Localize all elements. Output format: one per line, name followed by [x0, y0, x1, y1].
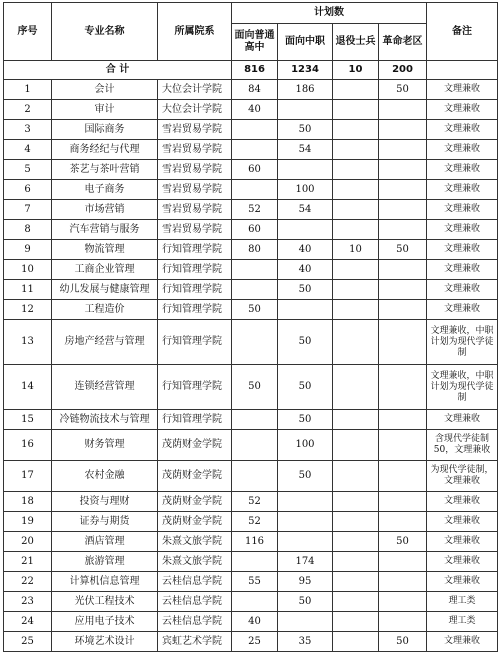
row-major: 汽车营销与服务	[52, 220, 158, 240]
row-veterans	[333, 80, 379, 100]
row-veterans	[333, 532, 379, 552]
row-college: 茂荫财金学院	[158, 461, 232, 492]
table-row	[4, 240, 498, 260]
row-general-hs	[232, 410, 278, 430]
row-index: 8	[4, 220, 52, 240]
row-vocational: 50	[278, 410, 333, 430]
row-index: 7	[4, 200, 52, 220]
row-index: 25	[4, 632, 52, 652]
row-general-hs	[232, 260, 278, 280]
row-index: 20	[4, 532, 52, 552]
row-veterans	[333, 572, 379, 592]
header-veterans: 退役士兵	[333, 24, 379, 61]
row-old-revolutionary	[379, 220, 427, 240]
total-veterans: 10	[333, 61, 379, 80]
row-old-revolutionary: 50	[379, 632, 427, 652]
row-veterans	[333, 200, 379, 220]
row-college: 行知管理学院	[158, 240, 232, 260]
row-college: 雪岩贸易学院	[158, 200, 232, 220]
row-vocational	[278, 100, 333, 120]
row-vocational: 40	[278, 260, 333, 280]
row-general-hs	[232, 461, 278, 492]
header-vocational: 面向中职	[278, 24, 333, 61]
row-veterans	[333, 120, 379, 140]
row-old-revolutionary	[379, 140, 427, 160]
row-note: 文理兼收	[427, 180, 498, 200]
row-vocational: 50	[278, 280, 333, 300]
row-college: 行知管理学院	[158, 410, 232, 430]
enrollment-plan-table	[3, 2, 498, 652]
table-row	[4, 461, 498, 492]
row-veterans	[333, 100, 379, 120]
row-note: 文理兼收	[427, 200, 498, 220]
row-general-hs	[232, 592, 278, 612]
row-old-revolutionary	[379, 260, 427, 280]
row-major: 应用电子技术	[52, 612, 158, 632]
table-row	[4, 140, 498, 160]
row-general-hs: 40	[232, 100, 278, 120]
table-row	[4, 280, 498, 300]
row-index: 14	[4, 365, 52, 410]
row-old-revolutionary	[379, 410, 427, 430]
row-veterans	[333, 180, 379, 200]
total-row	[4, 61, 498, 80]
row-major: 市场营销	[52, 200, 158, 220]
row-major: 会计	[52, 80, 158, 100]
header-general-hs: 面向普通高中	[232, 24, 278, 61]
row-vocational: 50	[278, 320, 333, 365]
row-old-revolutionary	[379, 572, 427, 592]
row-college: 宾虹艺术学院	[158, 632, 232, 652]
row-index: 19	[4, 512, 52, 532]
row-old-revolutionary	[379, 200, 427, 220]
row-index: 6	[4, 180, 52, 200]
row-college: 雪岩贸易学院	[158, 220, 232, 240]
row-veterans	[333, 461, 379, 492]
row-college: 行知管理学院	[158, 365, 232, 410]
row-major: 光伏工程技术	[52, 592, 158, 612]
row-veterans	[333, 552, 379, 572]
row-note: 文理兼收	[427, 220, 498, 240]
row-index: 16	[4, 430, 52, 461]
row-veterans	[333, 430, 379, 461]
row-veterans	[333, 260, 379, 280]
row-old-revolutionary	[379, 430, 427, 461]
row-note: 文理兼收	[427, 120, 498, 140]
row-old-revolutionary	[379, 592, 427, 612]
row-index: 1	[4, 80, 52, 100]
row-major: 房地产经营与管理	[52, 320, 158, 365]
table-row	[4, 492, 498, 512]
row-veterans	[333, 612, 379, 632]
table-row	[4, 572, 498, 592]
row-index: 17	[4, 461, 52, 492]
row-general-hs	[232, 552, 278, 572]
row-major: 幼儿发展与健康管理	[52, 280, 158, 300]
row-major: 工程造价	[52, 300, 158, 320]
row-old-revolutionary	[379, 492, 427, 512]
row-vocational: 50	[278, 120, 333, 140]
row-old-revolutionary	[379, 160, 427, 180]
header-old-revolutionary: 革命老区	[379, 24, 427, 61]
row-note: 文理兼收，中职计划为现代学徒制	[427, 365, 498, 410]
row-note: 理工类	[427, 592, 498, 612]
row-major: 电子商务	[52, 180, 158, 200]
row-college: 行知管理学院	[158, 280, 232, 300]
row-note: 为现代学徒制，文理兼收	[427, 461, 498, 492]
row-general-hs	[232, 280, 278, 300]
table-row	[4, 220, 498, 240]
table-row	[4, 592, 498, 612]
row-index: 23	[4, 592, 52, 612]
row-vocational: 186	[278, 80, 333, 100]
row-general-hs: 50	[232, 365, 278, 410]
row-vocational: 95	[278, 572, 333, 592]
row-note: 文理兼收	[427, 572, 498, 592]
row-veterans	[333, 300, 379, 320]
row-old-revolutionary	[379, 100, 427, 120]
row-major: 投资与理财	[52, 492, 158, 512]
row-index: 11	[4, 280, 52, 300]
row-general-hs: 40	[232, 612, 278, 632]
row-vocational: 100	[278, 430, 333, 461]
row-index: 13	[4, 320, 52, 365]
table-row	[4, 120, 498, 140]
row-index: 24	[4, 612, 52, 632]
header-college: 所属院系	[158, 3, 232, 61]
row-college: 朱熹文旅学院	[158, 532, 232, 552]
row-veterans: 10	[333, 240, 379, 260]
table-row	[4, 80, 498, 100]
row-major: 计算机信息管理	[52, 572, 158, 592]
row-college: 云桂信息学院	[158, 572, 232, 592]
row-index: 18	[4, 492, 52, 512]
row-vocational	[278, 512, 333, 532]
row-major: 连锁经营管理	[52, 365, 158, 410]
row-vocational: 35	[278, 632, 333, 652]
row-index: 2	[4, 100, 52, 120]
row-old-revolutionary: 50	[379, 532, 427, 552]
row-old-revolutionary	[379, 120, 427, 140]
row-index: 10	[4, 260, 52, 280]
row-note: 文理兼收	[427, 240, 498, 260]
row-note: 文理兼收	[427, 100, 498, 120]
row-vocational	[278, 532, 333, 552]
row-general-hs: 52	[232, 200, 278, 220]
header-plan: 计划数	[232, 3, 427, 24]
row-vocational	[278, 492, 333, 512]
row-veterans	[333, 492, 379, 512]
row-general-hs: 25	[232, 632, 278, 652]
row-general-hs: 52	[232, 492, 278, 512]
row-college: 行知管理学院	[158, 300, 232, 320]
row-old-revolutionary	[379, 320, 427, 365]
row-veterans	[333, 512, 379, 532]
header-note: 备注	[427, 3, 498, 61]
row-veterans	[333, 365, 379, 410]
row-note: 文理兼收	[427, 140, 498, 160]
row-college: 大位会计学院	[158, 100, 232, 120]
row-note: 理工类	[427, 612, 498, 632]
row-old-revolutionary: 50	[379, 240, 427, 260]
total-old-revolutionary: 200	[379, 61, 427, 80]
row-major: 国际商务	[52, 120, 158, 140]
row-note: 文理兼收	[427, 300, 498, 320]
row-general-hs	[232, 430, 278, 461]
row-general-hs: 60	[232, 160, 278, 180]
row-college: 行知管理学院	[158, 260, 232, 280]
table-row	[4, 552, 498, 572]
row-vocational	[278, 160, 333, 180]
table-row	[4, 300, 498, 320]
row-college: 朱熹文旅学院	[158, 552, 232, 572]
row-college: 雪岩贸易学院	[158, 160, 232, 180]
row-veterans	[333, 280, 379, 300]
table-row	[4, 200, 498, 220]
row-college: 行知管理学院	[158, 320, 232, 365]
row-note: 文理兼收	[427, 512, 498, 532]
row-note: 文理兼收	[427, 410, 498, 430]
row-index: 22	[4, 572, 52, 592]
row-veterans	[333, 160, 379, 180]
row-major: 冷链物流技术与管理	[52, 410, 158, 430]
table-row	[4, 365, 498, 410]
row-note: 文理兼收	[427, 552, 498, 572]
header-row-1	[4, 3, 498, 24]
row-general-hs: 60	[232, 220, 278, 240]
row-vocational: 54	[278, 200, 333, 220]
row-index: 3	[4, 120, 52, 140]
row-major: 酒店管理	[52, 532, 158, 552]
row-major: 茶艺与茶叶营销	[52, 160, 158, 180]
row-college: 云桂信息学院	[158, 592, 232, 612]
row-general-hs: 50	[232, 300, 278, 320]
total-general-hs: 816	[232, 61, 278, 80]
row-vocational: 50	[278, 461, 333, 492]
table-row	[4, 512, 498, 532]
row-general-hs: 52	[232, 512, 278, 532]
total-label: 合 计	[4, 61, 232, 80]
row-college: 雪岩贸易学院	[158, 140, 232, 160]
row-index: 4	[4, 140, 52, 160]
row-old-revolutionary	[379, 552, 427, 572]
row-college: 大位会计学院	[158, 80, 232, 100]
row-index: 9	[4, 240, 52, 260]
row-veterans	[333, 140, 379, 160]
row-veterans	[333, 632, 379, 652]
row-note: 文理兼收	[427, 260, 498, 280]
row-note: 文理兼收，中职计划为现代学徒制	[427, 320, 498, 365]
row-old-revolutionary	[379, 612, 427, 632]
row-index: 15	[4, 410, 52, 430]
row-major: 物流管理	[52, 240, 158, 260]
row-old-revolutionary: 50	[379, 80, 427, 100]
row-veterans	[333, 220, 379, 240]
row-note: 文理兼收	[427, 532, 498, 552]
row-general-hs	[232, 120, 278, 140]
row-vocational: 50	[278, 365, 333, 410]
row-veterans	[333, 320, 379, 365]
row-old-revolutionary	[379, 300, 427, 320]
table-row	[4, 180, 498, 200]
row-general-hs: 84	[232, 80, 278, 100]
row-old-revolutionary	[379, 512, 427, 532]
row-note: 含现代学徒制50，文理兼收	[427, 430, 498, 461]
table-row	[4, 320, 498, 365]
row-old-revolutionary	[379, 365, 427, 410]
table-row	[4, 430, 498, 461]
row-major: 审计	[52, 100, 158, 120]
table-row	[4, 160, 498, 180]
row-major: 商务经纪与代理	[52, 140, 158, 160]
row-college: 茂荫财金学院	[158, 492, 232, 512]
row-major: 农村金融	[52, 461, 158, 492]
table-row	[4, 632, 498, 652]
row-vocational: 174	[278, 552, 333, 572]
table-row	[4, 532, 498, 552]
row-vocational: 50	[278, 592, 333, 612]
row-major: 证券与期货	[52, 512, 158, 532]
row-college: 茂荫财金学院	[158, 512, 232, 532]
row-index: 21	[4, 552, 52, 572]
enrollment-plan-table-container	[3, 2, 497, 652]
row-major: 旅游管理	[52, 552, 158, 572]
row-major: 工商企业管理	[52, 260, 158, 280]
row-note: 文理兼收	[427, 492, 498, 512]
row-vocational	[278, 220, 333, 240]
row-veterans	[333, 592, 379, 612]
row-major: 财务管理	[52, 430, 158, 461]
table-row	[4, 260, 498, 280]
total-vocational: 1234	[278, 61, 333, 80]
row-vocational: 54	[278, 140, 333, 160]
row-general-hs: 116	[232, 532, 278, 552]
row-college: 云桂信息学院	[158, 612, 232, 632]
row-note: 文理兼收	[427, 632, 498, 652]
row-old-revolutionary	[379, 280, 427, 300]
row-note: 文理兼收	[427, 80, 498, 100]
row-major: 环境艺术设计	[52, 632, 158, 652]
table-row	[4, 410, 498, 430]
table-row	[4, 612, 498, 632]
row-old-revolutionary	[379, 461, 427, 492]
row-college: 雪岩贸易学院	[158, 180, 232, 200]
table-row	[4, 100, 498, 120]
row-old-revolutionary	[379, 180, 427, 200]
row-note: 文理兼收	[427, 160, 498, 180]
row-index: 5	[4, 160, 52, 180]
row-general-hs: 80	[232, 240, 278, 260]
row-vocational	[278, 612, 333, 632]
row-general-hs	[232, 180, 278, 200]
row-vocational: 100	[278, 180, 333, 200]
row-veterans	[333, 410, 379, 430]
row-general-hs	[232, 320, 278, 365]
row-note: 文理兼收	[427, 280, 498, 300]
row-vocational	[278, 300, 333, 320]
header-major: 专业名称	[52, 3, 158, 61]
row-index: 12	[4, 300, 52, 320]
total-note	[427, 61, 498, 80]
row-college: 雪岩贸易学院	[158, 120, 232, 140]
header-index: 序号	[4, 3, 52, 61]
row-general-hs: 55	[232, 572, 278, 592]
row-vocational: 40	[278, 240, 333, 260]
row-college: 茂荫财金学院	[158, 430, 232, 461]
row-general-hs	[232, 140, 278, 160]
